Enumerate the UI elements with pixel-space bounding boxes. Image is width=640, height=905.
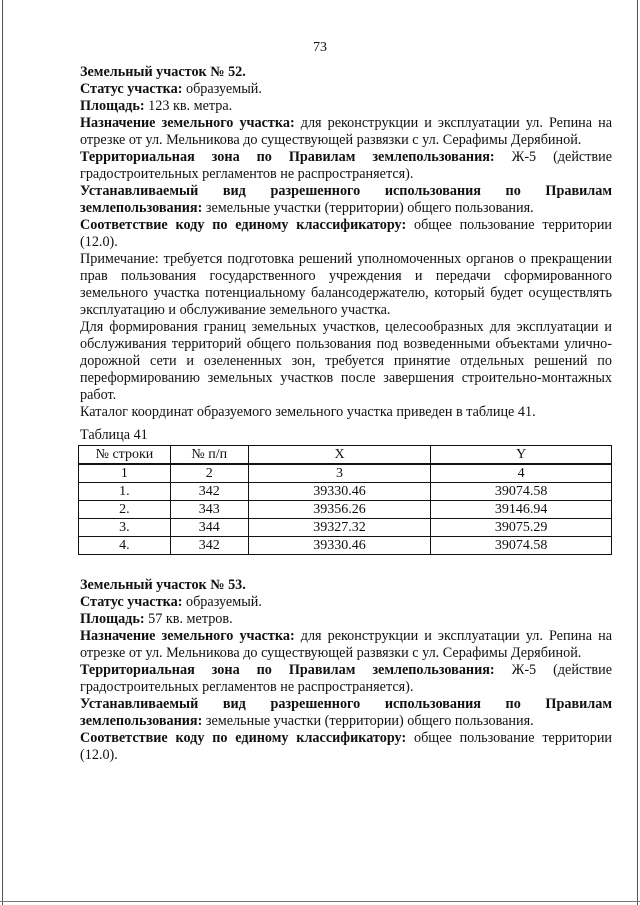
page-number: 73 xyxy=(313,40,327,55)
table-cell: 39074.58 xyxy=(431,483,612,501)
parcel-52-code: Соответствие коду по единому классификатору: общее пользование территории (12.0). xyxy=(80,217,613,250)
parcel-52-note-2: Для формирования границ земельных участков, целесообразных для эксплуатации и обслуживания территорий общего пользования под возведенными объектами улично-дорожной сети и озелененных зон, требуется принятие отдельных решений по переформированию земельных участков после завершения строительно-монтажных работ. xyxy=(80,319,612,403)
parcel-52-purpose: Назначение земельного участка: для реконструкции и эксплуатации ул. Репина на отрезке от ул. Мельникова до существующей развязки с ул. Серафимы Дерябиной. xyxy=(80,115,612,148)
table-cell: 342 xyxy=(170,537,248,555)
table-row xyxy=(79,483,612,501)
table-cell: 39075.29 xyxy=(431,519,612,537)
table-cell: 343 xyxy=(170,501,248,519)
table-cell: 1 xyxy=(79,464,171,483)
parcel-53-title: Земельный участок № 53. xyxy=(80,577,246,593)
table-cell: 39327.32 xyxy=(248,519,431,537)
parcel-52-zone: Территориальная зона по Правилам землепользования: Ж-5 (действие градостроительных регламентов не распространяется). xyxy=(80,149,613,182)
parcel-52-area: Площадь: 123 кв. метра. xyxy=(80,98,233,114)
page-border-bottom xyxy=(0,901,640,902)
table-row xyxy=(79,519,612,537)
parcel-53-area: Площадь: 57 кв. метров. xyxy=(80,611,233,627)
table-cell: 39146.94 xyxy=(431,501,612,519)
parcel-52-catalog: Каталог координат образуемого земельного участка приведен в таблице 41. xyxy=(80,404,536,420)
parcel-52-title: Земельный участок № 52. xyxy=(80,64,246,80)
header-y: Y xyxy=(431,446,612,465)
parcel-53-code: Соответствие коду по единому классификатору: общее пользование территории (12.0). xyxy=(80,730,613,763)
table-cell: 1. xyxy=(79,483,171,501)
table-index-row xyxy=(79,464,612,483)
parcel-52-status: Статус участка: образуемый. xyxy=(80,81,262,97)
coordinates-table xyxy=(78,445,612,555)
table-cell: 39356.26 xyxy=(248,501,431,519)
table-cell: 39330.46 xyxy=(248,483,431,501)
table-caption: Таблица 41 xyxy=(80,427,148,443)
page-border-left xyxy=(2,0,3,905)
parcel-53-status: Статус участка: образуемый. xyxy=(80,594,262,610)
header-point-number: № п/п xyxy=(170,446,248,465)
table-cell: 4. xyxy=(79,537,171,555)
table-cell: 3 xyxy=(248,464,431,483)
table-row xyxy=(79,501,612,519)
parcel-52-use: Устанавливаемый вид разрешенного использования по Правилам землепользования: земельные участки (территории) общего пользования. xyxy=(80,183,612,216)
table-cell: 342 xyxy=(170,483,248,501)
table-cell: 344 xyxy=(170,519,248,537)
table-cell: 39074.58 xyxy=(431,537,612,555)
parcel-53-purpose: Назначение земельного участка: для реконструкции и эксплуатации ул. Репина на отрезке от ул. Мельникова до существующей развязки с ул. Серафимы Дерябиной. xyxy=(80,628,612,661)
table-cell: 4 xyxy=(431,464,612,483)
header-x: X xyxy=(248,446,431,465)
table-cell: 2 xyxy=(170,464,248,483)
header-row-number: № строки xyxy=(79,446,171,465)
table-cell: 2. xyxy=(79,501,171,519)
parcel-52-note: Примечание: требуется подготовка решений уполномоченных органов о прекращении прав пользования государственного учреждения и передачи сформированного земельного участка потенциальному балансодержателю, который будет осуществлять эксплуатацию и обслуживание земельного участка. xyxy=(80,251,612,318)
table-cell: 39330.46 xyxy=(248,537,431,555)
page-border-right xyxy=(637,0,638,905)
table-row xyxy=(79,537,612,555)
table-cell: 3. xyxy=(79,519,171,537)
parcel-53-use: Устанавливаемый вид разрешенного использования по Правилам землепользования: земельные участки (территории) общего пользования. xyxy=(80,696,612,729)
document-body xyxy=(80,64,612,764)
parcel-53-zone: Территориальная зона по Правилам землепользования: Ж-5 (действие градостроительных регламентов не распространяется). xyxy=(80,662,613,695)
table-header-row xyxy=(79,446,612,465)
